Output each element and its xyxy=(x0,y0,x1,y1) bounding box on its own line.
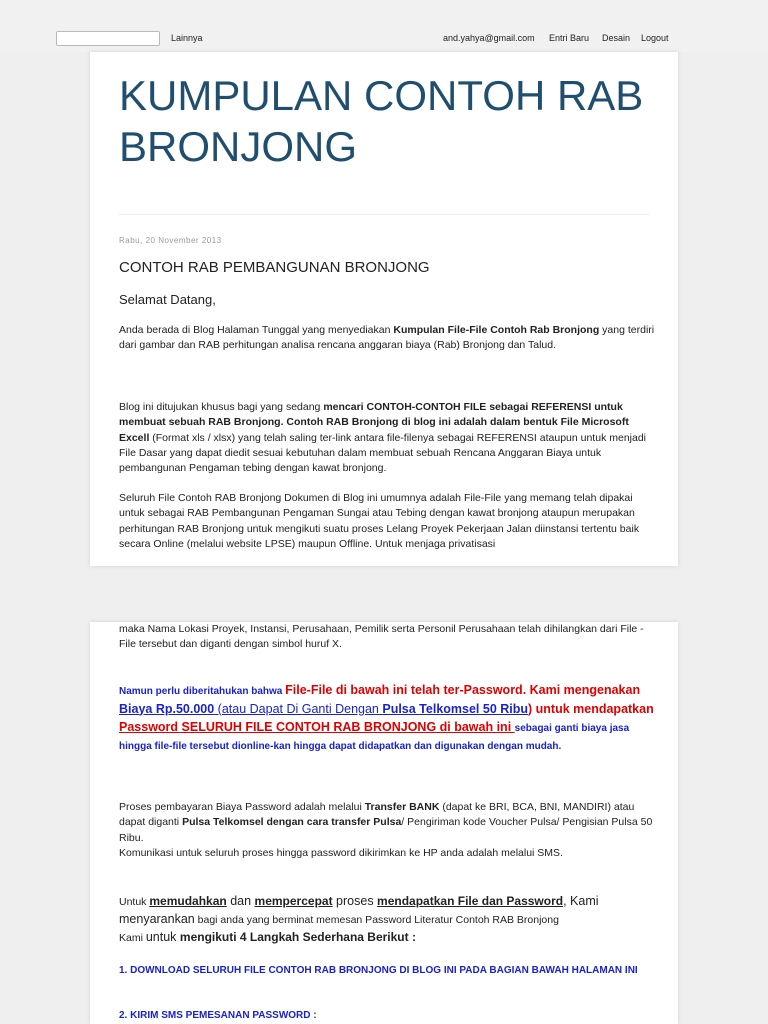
steps-intro: Untuk memudahkan dan mempercepat proses mendapatkan File dan Password, Kami menyarankan bagi anda yang berminat memesan Password Literatur Contoh RAB Bronjong Kami untuk mengikuti 4 Langkah Sederhana Berikut : xyxy=(119,894,599,944)
search-input[interactable] xyxy=(56,31,160,46)
intro-paragraph: Anda berada di Blog Halaman Tunggal yang menyediakan Kumpulan File-File Contoh Rab Bronjong yang terdiri dari gambar dan RAB perhitungan analisa rencana anggaran biaya (Rab) Bronjong dan Talud. xyxy=(119,324,655,352)
greeting: Selamat Datang, xyxy=(119,292,216,307)
description-paragraph: Seluruh File Contoh RAB Bronjong Dokumen di Blog ini umumnya adalah File-File yang memang telah dipakai untuk sebagai RAB Pembangunan Pengaman Sungai atau Tebing dengan kawat bronjong ataupun merupakan perhitungan RAB Bronjong untuk mengikuti suatu proses Lelang Proyek Pekerjaan Jalan diinstansi tertentu baik secara Online (melalui website LPSE) maupun Offline. Untuk menjaga privatisasi xyxy=(119,492,640,550)
step-2: 2. KIRIM SMS PEMESANAN PASSWORD : xyxy=(119,1010,317,1021)
post-date: Rabu, 20 November 2013 xyxy=(119,236,222,245)
account-email[interactable]: and.yahya@gmail.com xyxy=(443,33,535,43)
blog-content-bottom xyxy=(90,622,678,1024)
blog-content-top xyxy=(90,52,678,566)
price-link[interactable]: Biaya Rp.50.000 xyxy=(119,701,215,716)
logout-link[interactable]: Logout xyxy=(641,33,669,43)
payment-paragraph: Proses pembayaran Biaya Password adalah melalui Transfer BANK (dapat ke BRI, BCA, BNI, MANDIRI) atau dapat diganti Pulsa Telkomsel dengan cara transfer Pulsa/ Pengiriman kode Voucher Pulsa/ Pengisian Pulsa 50 Ribu. Komunikasi untuk seluruh proses hingga password dikirimkan ke HP anda adalah melalui SMS. xyxy=(119,801,653,859)
password-notice: Namun perlu diberitahukan bahwa File-File di bawah ini telah ter-Password. Kami mengenakan Biaya Rp.50.000 (atau Dapat Di Ganti Dengan Pulsa Telkomsel 50 Ribu) untuk mendapatkan Password SELURUH FILE CONTOH RAB BRONJONG di bawah ini sebagai ganti biaya jasa hingga file-file tersebut dionline-kan hingga dapat didapatkan dan digunakan dengan mudah. xyxy=(119,683,654,752)
entri-baru-link[interactable]: Entri Baru xyxy=(549,33,590,43)
step-1: 1. DOWNLOAD SELURUH FILE CONTOH RAB BRONJONG DI BLOG INI PADA BAGIAN BAWAH HALAMAN INI xyxy=(119,965,638,976)
blogger-navbar xyxy=(0,0,768,52)
password-link[interactable]: Password SELURUH FILE CONTOH RAB BRONJONG di bawah ini xyxy=(119,720,515,734)
purpose-paragraph: Blog ini ditujukan khusus bagi yang sedang mencari CONTOH-CONTOH FILE sebagai REFERENSI untuk membuat sebuah RAB Bronjong. Contoh RAB Bronjong di blog ini adalah dalam bentuk File Microsoft Excell (Format xls / xlsx) yang telah saling ter-link antara file-filenya sebagai REFERENSI ataupun untuk menjadi File Dasar yang dapat diedit sesuai kebutuhan dalam membuat sebuah Rencana Anggaran Biaya untuk pembangunan Pengaman tebing dengan kawat bronjong. xyxy=(119,401,647,475)
lainnya-link[interactable]: Lainnya xyxy=(171,33,203,43)
pulsa-link[interactable]: Pulsa Telkomsel 50 Ribu xyxy=(382,701,529,716)
post-title[interactable]: CONTOH RAB PEMBANGUNAN BRONJONG xyxy=(119,259,430,276)
privacy-paragraph: maka Nama Lokasi Proyek, Instansi, Perusahaan, Pemilik serta Personil Perusahaan telah dihilangkan dari File - File tersebut dan diganti dengan simbol huruf X. xyxy=(119,623,644,651)
desain-link[interactable]: Desain xyxy=(602,33,631,43)
header-divider xyxy=(119,214,649,215)
blog-title[interactable]: KUMPULAN CONTOH RAB BRONJONG xyxy=(119,72,644,170)
